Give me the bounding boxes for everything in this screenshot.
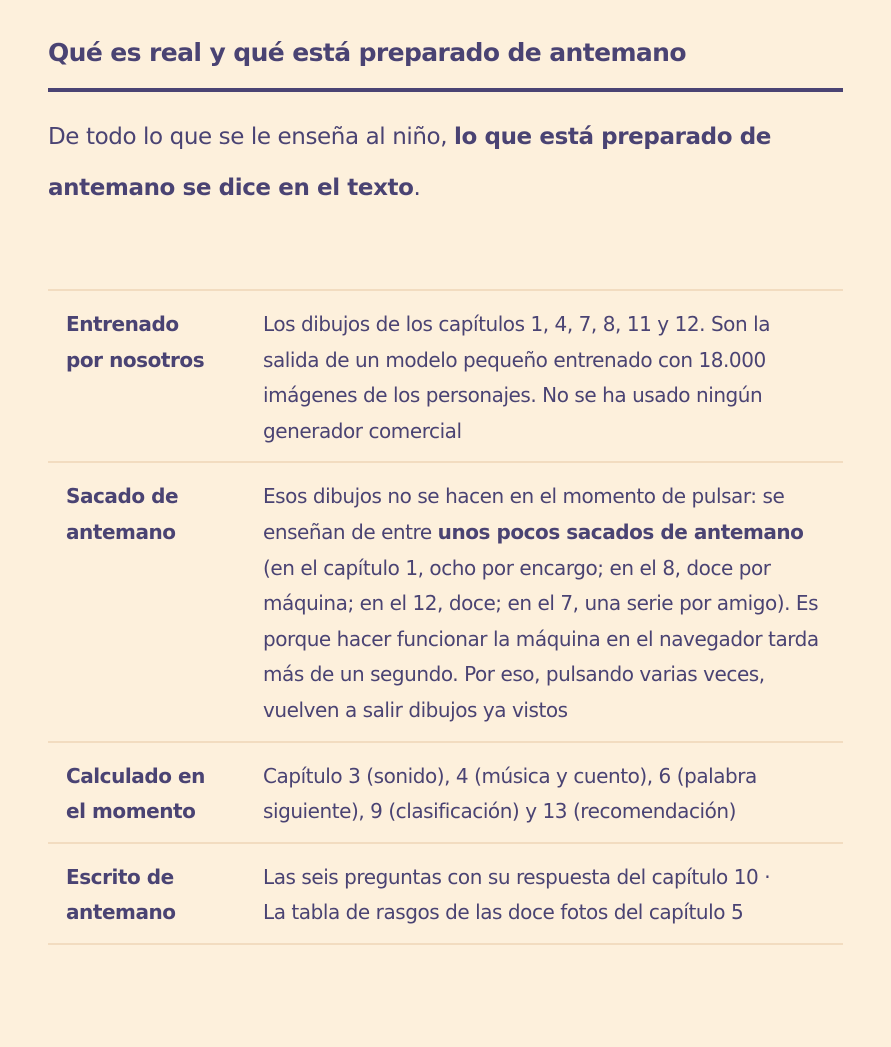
row-term bbox=[48, 742, 263, 843]
table-row bbox=[48, 290, 843, 462]
term-line: el momento bbox=[66, 799, 196, 824]
row-description bbox=[263, 843, 843, 944]
table-row bbox=[48, 742, 843, 843]
row-term bbox=[48, 843, 263, 944]
term-line: antemano bbox=[66, 519, 176, 544]
term-line: Sacado de bbox=[66, 484, 179, 509]
intro-period: . bbox=[413, 175, 421, 201]
title-underline bbox=[48, 88, 843, 92]
term-line: por nosotros bbox=[66, 347, 205, 372]
term-line: Entrenado bbox=[66, 312, 179, 336]
table-row bbox=[48, 462, 843, 741]
term-line: antemano bbox=[66, 900, 176, 925]
description-text: (en el capítulo 1, ocho por encargo; en el 8, doce por máquina; en el 12, doce; en el 7, una serie por amigo). Es porque hacer funcionar la máquina en el navegador tarda más de un segundo. Por eso, pulsando varias veces, vuelven a salir dibujos ya vistos bbox=[263, 555, 819, 722]
intro-paragraph bbox=[48, 112, 843, 214]
section-title: Qué es real y qué está preparado de antemano bbox=[48, 38, 686, 67]
row-description bbox=[263, 462, 843, 741]
term-line: Escrito de bbox=[66, 864, 174, 889]
description-emphasis: unos pocos sacados de antemano bbox=[437, 519, 804, 544]
intro-text: De todo lo que se le enseña al niño, bbox=[48, 124, 455, 150]
row-term bbox=[48, 290, 263, 462]
definitions-table bbox=[48, 289, 843, 945]
row-term bbox=[48, 462, 263, 741]
term-line: Calculado en bbox=[66, 763, 205, 788]
description-text: Esos dibujos no se hacen en el momento de pulsar: se enseñan de entre bbox=[263, 484, 785, 544]
row-description: Capítulo 3 (sonido), 4 (música y cuento), 6 (palabra siguiente), 9 (clasificación) y 13 (recomendación) bbox=[263, 763, 757, 824]
description-line: La tabla de rasgos de las doce fotos del capítulo 5 bbox=[263, 900, 744, 925]
row-description: Los dibujos de los capítulos 1, 4, 7, 8, 11 y 12. Son la salida de un modelo pequeño entrenado con 18.000 imágenes de los personajes. No se ha usado ningún generador comercial bbox=[263, 312, 771, 443]
table-row bbox=[48, 843, 843, 944]
description-line: Las seis preguntas con su respuesta del capítulo 10 · bbox=[263, 864, 771, 889]
intro-emphasis: lo que está preparado de antemano se dice en el texto bbox=[48, 124, 771, 201]
